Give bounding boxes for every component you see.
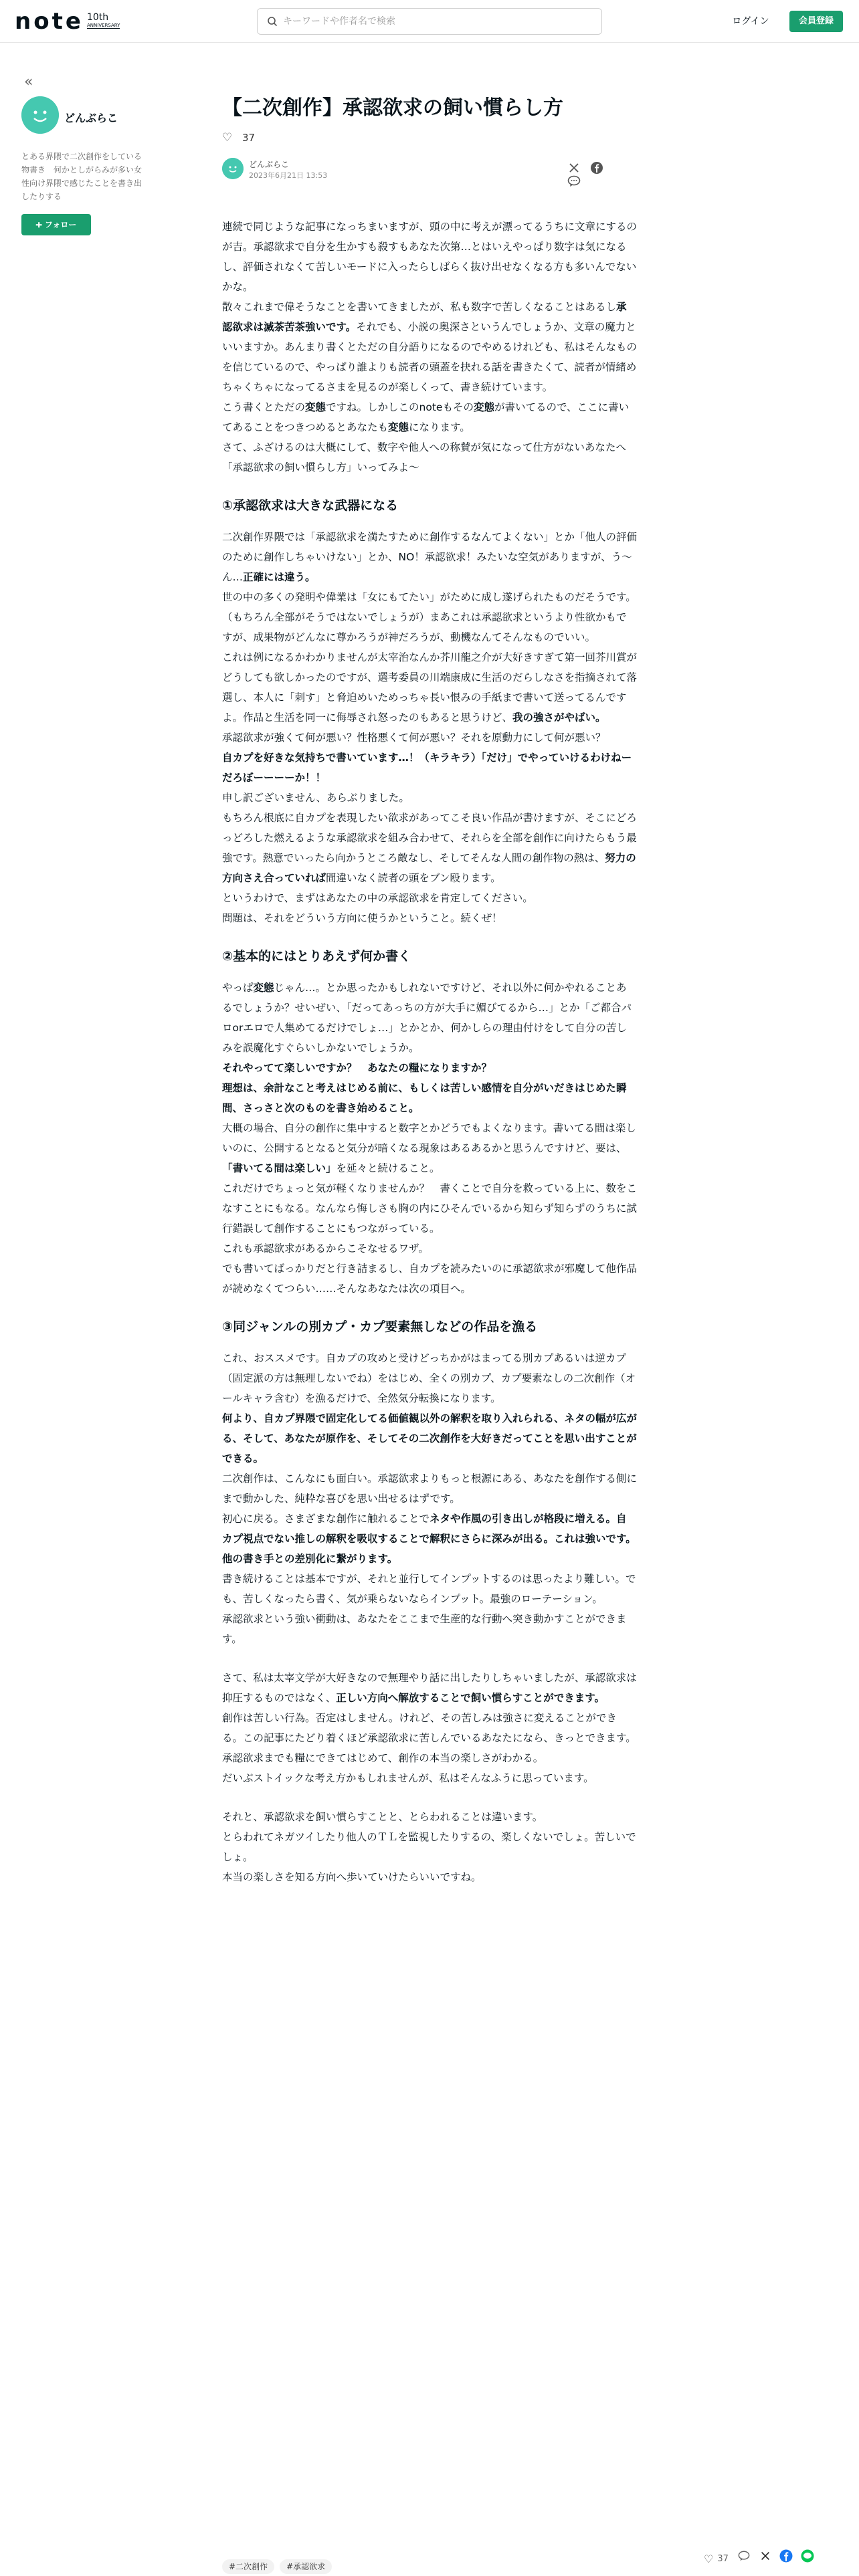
- paragraph: こう書くとただの変態ですね。しかしこのnoteもその変態が書いてるので、ここに書いてあることをつきつめるとあなたも変態になります。: [222, 401, 630, 433]
- section-heading: ②基本的にはとりあえず何か書く: [222, 949, 411, 964]
- paragraph: とらわれてネガツイしたり他人のＴＬを監視したりするの、楽しくないでしょ。苦しいでしょ。: [222, 1831, 636, 1863]
- comment-icon[interactable]: [738, 2550, 750, 2568]
- paragraph: さて、私は太宰文学が大好きなので無理やり話に出したりしちゃいましたが、承認欲求は抑圧するものではなく、正しい方向へ解放することで飼い慣らすことができます。: [222, 1672, 637, 1704]
- paragraph: というわけで、まずはあなたの中の承認欲求を肯定してください。: [222, 892, 533, 904]
- bottom-action-bar: [704, 2549, 858, 2565]
- section-heading: ③同ジャンルの別カプ・カプ要素無しなどの作品を漁る: [222, 1319, 538, 1334]
- paragraph: 理想は、余計なこと考えはじめる前に、もしくは苦しい感情を自分がいだきはじめた瞬間、さっさと次のものを書き始めること。: [222, 1082, 627, 1114]
- paragraph: もちろん根底に自カプを表現したい欲求があってこそ良い作品が書けますが、そこにどろっどろした燃えるような承認欲求を組み合わせて、それらを全部を創作に向けたらもう最強です。熱意でいったら向かうところ敵なし、そしてそんな人間の創作物の熱は、努力の方向さえ合っていれば間違いなく読者の頭をブン殴ります。: [222, 812, 637, 884]
- paragraph: 世の中の多くの発明や偉業は「女にもてたい」がために成し遂げられたものだそうです。（もちろん全部がそうではないでしょうが）まあこれは承認欲求というより性欲かもですが、成果物がどんなに尊かろうが神だろうが、動機なんてそんなものでいい。: [222, 591, 636, 643]
- anniversary-badge: 10th ANNIVERSARY: [87, 12, 120, 28]
- search-input[interactable]: [283, 10, 591, 33]
- facebook-share-icon[interactable]: [779, 2549, 793, 2569]
- paragraph: だいぶストイックな考え方かもしれませんが、私はそんなふうに思っています。: [222, 1772, 594, 1784]
- paragraph: 初心に戻る。さまざまな創作に触れることでネタや作風の引き出しが格段に増える。自カプ視点でない推しの解釈を吸収することで解釈にさらに深みが出る。これは強いです。他の書き手との差別化に繋がります。: [222, 1513, 636, 1565]
- like-row: [222, 131, 255, 144]
- paragraph: これだけでちょっと気が軽くなりませんか？ 書くことで自分を救っている上に、数をこなすことにもなる。なんなら悔しさも胸の内にひそんでいるから知らず知らずのうちに試行錯誤して創作することにもつながっている。: [222, 1182, 638, 1235]
- paragraph: 二次創作は、こんなにも面白い。承認欲求よりもっと根源にある、あなたを創作する側にまで動かした、純粋な喜びを思い出せるはずです。: [222, 1473, 638, 1505]
- publish-date: 2023年6月21日 13:53: [249, 171, 328, 180]
- paragraph: 問題は、それをどういう方向に使うかということ。続くぜ！: [222, 912, 502, 924]
- paragraph: これも承認欲求があるからこそなせるワザ。: [222, 1243, 429, 1255]
- paragraph: 自カプを好きな気持ちで書いています…！（キラキラ）「だけ」でやっていけるわけねーだろぼーーーーか！！: [222, 752, 632, 784]
- follow-button[interactable]: ➕︎ フォロー: [21, 214, 91, 235]
- paragraph: それと、承認欲求を飼い慣らすことと、とらわれることは違います。: [222, 1811, 543, 1823]
- comment-icon[interactable]: [567, 175, 581, 188]
- search-icon: [267, 16, 278, 27]
- search-box[interactable]: [257, 8, 602, 35]
- author-name[interactable]: どんぶらこ: [249, 160, 290, 169]
- paragraph: 承認欲求までも糧にできてはじめて、創作の本当の楽しさがわかる。: [222, 1752, 544, 1764]
- author-avatar[interactable]: [222, 158, 244, 179]
- like-count: 37: [717, 2553, 729, 2564]
- paragraph: 承認欲求という強い衝動は、あなたをここまで生産的な行動へ突き動かすことができます。: [222, 1613, 627, 1645]
- tag-list: [222, 2559, 337, 2574]
- paragraph: でも書いてばっかりだと行き詰まるし、自カプを読みたいのに承認欲求が邪魔して他作品が読めなくてつらい……そんなあなたは次の項目へ。: [222, 1263, 638, 1295]
- creator-name[interactable]: どんぶらこ: [64, 112, 118, 124]
- x-share-icon[interactable]: [567, 161, 581, 175]
- tag[interactable]: #承認欲求: [280, 2559, 332, 2574]
- creator-bio: とある界隈で二次創作をしている物書き 何かとしがらみが多い女性向け界隈で感じたことを書き出したりする: [21, 152, 142, 201]
- facebook-share-icon[interactable]: [590, 161, 603, 175]
- share-icons: [567, 160, 634, 177]
- login-button[interactable]: ログイン: [732, 16, 769, 27]
- paragraph: これは例になるかわかりませんが太宰治なんか芥川龍之介が大好きすぎて第一回芥川賞がどうしても欲しかったのですが、選考委員の川端康成に生活のだらしなさを指摘されて落選し、本人に「刺す」と脅迫めいためっちゃ長い恨みの手紙まで書いて送ってるんですよ。作品と生活を同一に侮辱され怒ったのもあると思うけど、我の強さがやばい。: [222, 651, 638, 724]
- paragraph: 申し訳ございません、あらぶりました。: [222, 792, 409, 804]
- user-plus-icon: ➕︎: [35, 220, 45, 229]
- paragraph: 連続で同じような記事になっちまいますが、頭の中に考えが漂ってるうちに文章にするのが吉。承認欲求で自分を生かすも殺すもあなた次第…とはいえやっぱり数字は気になるし、評価されなくて苦しいモードに入ったらしばらく抜け出せなくなる方も多いんでないかな。: [222, 221, 638, 293]
- paragraph: これ、おススメです。自カプの攻めと受けどっちかがはまってる別カプあるいは逆カプ（固定派の方は無理しないでね）をはじめ、全くの別カプ、カプ要素なしの二次創作（オールキャラ含む）を漁るだけで、全然気分転換になります。: [222, 1352, 636, 1404]
- x-share-icon[interactable]: [759, 2550, 771, 2568]
- heart-icon[interactable]: ♡: [704, 2552, 714, 2565]
- paragraph: それやってて楽しいですか？ あなたの糧になりますか？: [222, 1062, 492, 1074]
- article-body: [222, 217, 637, 1887]
- line-share-icon[interactable]: [801, 2549, 814, 2569]
- like-count: 37: [242, 132, 256, 144]
- note-logo[interactable]: note: [15, 8, 84, 35]
- heart-icon[interactable]: ♡: [222, 131, 233, 144]
- tag[interactable]: #二次創作: [222, 2559, 274, 2574]
- paragraph: 何より、自カプ界隈で固定化してる価値観以外の解釈を取り入れられる、ネタの幅が広がる、そして、あなたが原作を、そしてその二次創作を大好きだってことを思い出すことができる。: [222, 1412, 638, 1465]
- paragraph: 大概の場合、自分の創作に集中すると数字とかどうでもよくなります。書いてる間は楽しいのに、公開するとなると気分が暗くなる現象はあるあるかと思うんですけど、要は、「書いてる間は楽しい」を延々と続けること。: [222, 1122, 636, 1174]
- paragraph: さて、ふざけるのは大概にして、数字や他人への称賛が気になって仕方がないあなたへ「承認欲求の飼い慣らし方」いってみよ〜: [222, 441, 626, 473]
- paragraph: やっぱ変態じゃん…。とか思ったかもしれないですけど、それ以外に何かやれることあるでしょうか？せいぜい、「だってあっちの方が大手に媚びてるから…」とか「ご都合パロorエロで人集めてるだけでしょ…」とかとか、何かしらの理由付けをして自分の苦しみを誤魔化すぐらいしかないでしょうか。: [222, 982, 632, 1054]
- paragraph: 散々これまで偉そうなことを書いてきましたが、私も数字で苦しくなることはあるし承認欲求は滅茶苦茶強いです。それでも、小説の奥深さというんでしょうか、文章の魔力といいますか。あんまり書くとただの自分語りになるのでやめるけれども、私はそんなものを信じているので、やっぱり誰よりも読者の頭蓋を抉れる話を書きたくて、読者が情緒めちゃくちゃになってるさまを見るのが楽しくって、書き続けています。: [222, 301, 638, 393]
- paragraph: 創作は苦しい行為。否定はしません。けれど、その苦しみは強さに変えることができる。この記事にたどり着くほど承認欲求に苦しんでいるあなたになら、きっとできます。: [222, 1712, 636, 1744]
- paragraph: 本当の楽しさを知る方向へ歩いていけたらいいですね。: [222, 1871, 482, 1883]
- article-title: 【二次創作】承認欲求の飼い慣らし方: [222, 96, 563, 120]
- paragraph: 承認欲求が強くて何が悪い？性格悪くて何が悪い？それを原動力にして何が悪い？: [222, 732, 606, 744]
- collapse-sidebar-icon[interactable]: «: [24, 74, 33, 90]
- site-header: [0, 0, 859, 43]
- section-heading: ①承認欲求は大きな武器になる: [222, 498, 399, 513]
- creator-avatar[interactable]: [21, 96, 59, 134]
- paragraph: 二次創作界隈では「承認欲求を満たすために創作するなんてよくない」とか「他人の評価のために創作しちゃいけない」とか、NO！承認欲求！みたいな空気がありますが、う〜ん…正確には違う。: [222, 531, 638, 583]
- signup-button[interactable]: 会員登録: [789, 11, 843, 32]
- paragraph: 書き続けることは基本ですが、それと並行してインプットするのは思ったより難しい。でも、苦しくなったら書く、気が乗らないならインプット。最強のローテーション。: [222, 1573, 636, 1605]
